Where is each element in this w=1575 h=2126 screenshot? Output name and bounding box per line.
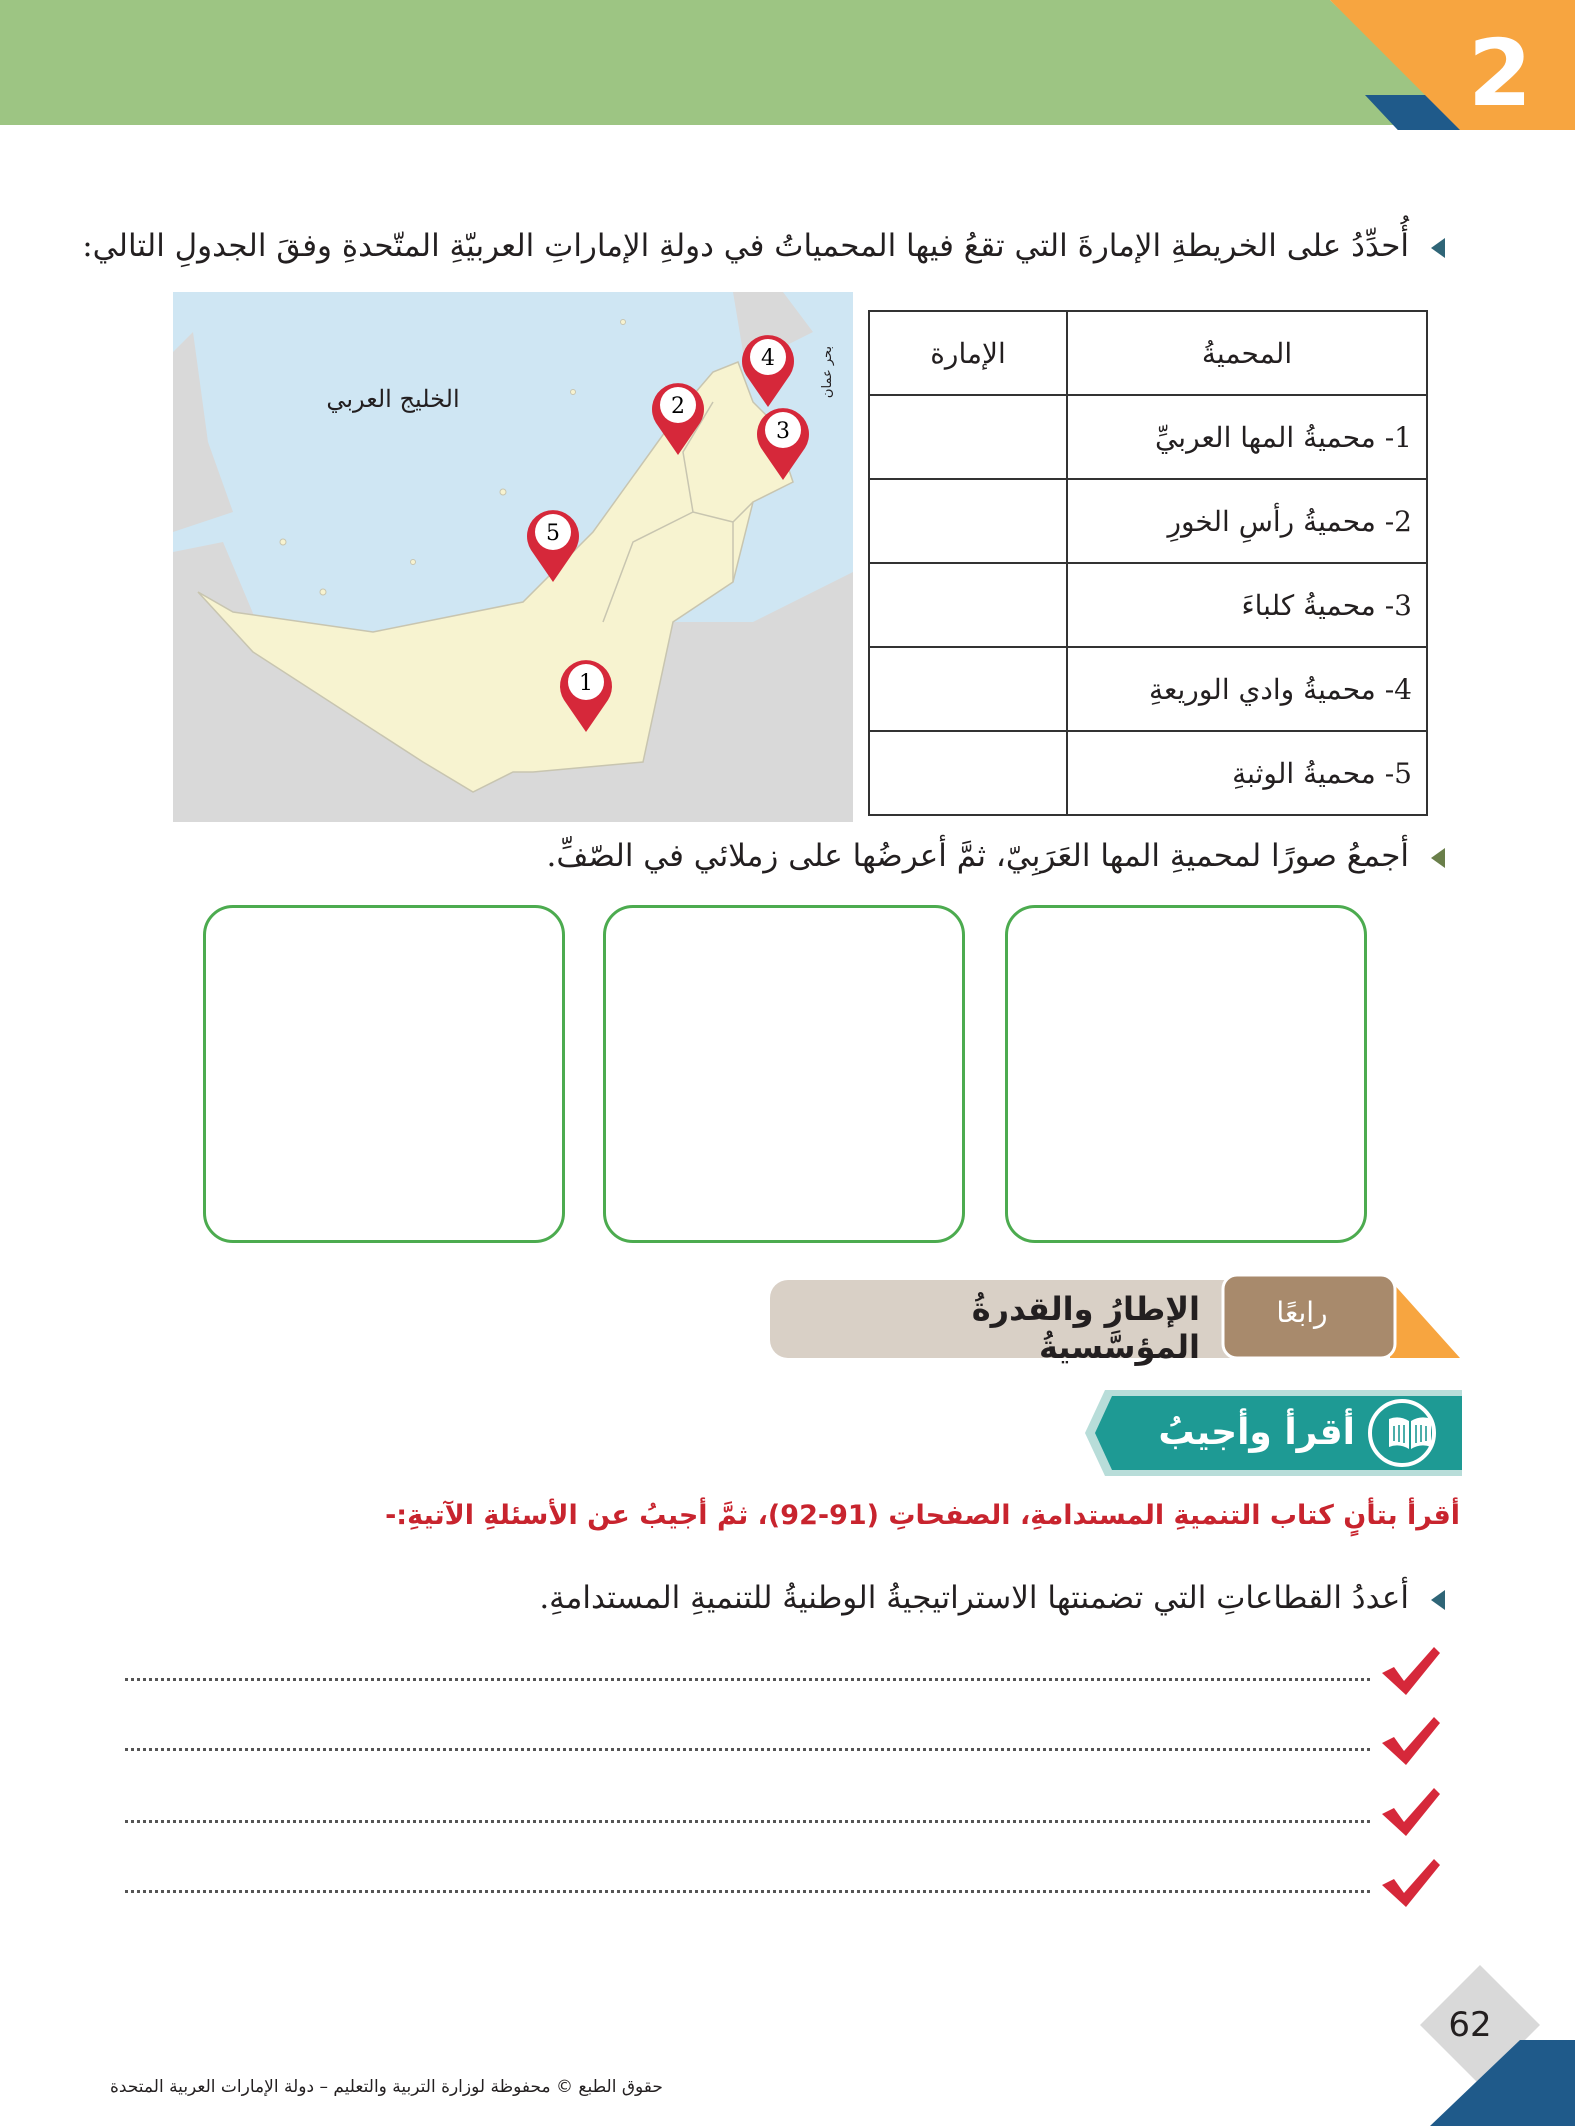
photo-box[interactable] [603,905,965,1243]
reserve-cell: 2- محميةُ رأسِ الخورِ [1067,479,1427,563]
check-icon [1380,1715,1442,1767]
page-number: 62 [1448,2005,1492,2045]
reserves-table [868,310,1428,816]
emirate-answer-cell[interactable] [869,563,1067,647]
reserve-cell: 3- محميةُ كلباءَ [1067,563,1427,647]
uae-map [173,292,853,822]
open-book-icon [1385,1413,1435,1453]
page-number-badge [1410,1965,1575,2126]
marker-number: 1 [579,671,593,696]
emirate-answer-cell[interactable] [869,395,1067,479]
activity2-instruction: أجمعُ صورًا لمحميةِ المها العَرَبِيّ، ثمَّ أعرضُها على زملائي في الصّفِّ. [546,838,1409,874]
reserve-cell: 4- محميةُ وادي الوريعةِ [1067,647,1427,731]
question-row [539,1580,1445,1616]
answer-line[interactable] [125,1678,1370,1681]
read-answer-title: أقرأ وأجيبُ [1158,1412,1355,1453]
check-icon [1380,1857,1442,1909]
table-row [869,563,1427,647]
activity1-instruction-row [82,228,1445,264]
bullet-triangle-icon [1431,848,1445,868]
chapter-header-band [0,0,1575,130]
reserve-cell: 5- محميةُ الوثبةِ [1067,731,1427,815]
table-row [869,731,1427,815]
table-row [869,479,1427,563]
activity2-instruction-row [547,838,1445,874]
question-text: أعددُ القطاعاتِ التي تضمنتها الاستراتيجيةُ الوطنيةُ للتنميةِ المستدامةِ. [539,1580,1409,1616]
activity1-instruction: أُحدِّدُ على الخريطةِ الإمارةَ التي تقعُ فيها المحمياتُ في دولةِ الإماراتِ العربيّةِ المتّحدةِ وفقَ الجدولِ التالي: [82,228,1409,264]
photo-box[interactable] [1005,905,1367,1243]
marker-number: 3 [776,419,790,444]
reading-instructions: أقرأ بتأنٍ كتاب التنميةِ المستدامةِ، الصفحاتِ (91-92)، ثمَّ أجيبُ عن الأسئلةِ الآتيةِ:- [385,1500,1460,1531]
column-header-reserve: المحميةُ [1067,311,1427,395]
column-header-emirate: الإمارة [869,311,1067,395]
bullet-triangle-icon [1431,1590,1445,1610]
answer-line[interactable] [125,1820,1370,1823]
table-row [869,395,1427,479]
reserve-cell: 1- محميةُ المها العربيِّ [1067,395,1427,479]
table-row [869,647,1427,731]
marker-number: 4 [761,346,775,371]
answer-line[interactable] [125,1890,1370,1893]
marker-number: 2 [671,394,685,419]
bullet-triangle-icon [1431,238,1445,258]
emirate-answer-cell[interactable] [869,647,1067,731]
sea-label: الخليج العربي [326,385,460,413]
emirate-answer-cell[interactable] [869,731,1067,815]
copyright-notice: حقوق الطبع © محفوظة لوزارة التربية والتعليم – دولة الإمارات العربية المتحدة [110,2077,663,2097]
check-icon [1380,1645,1442,1697]
section-number-label: رابعًا [1276,1296,1328,1329]
answer-line[interactable] [125,1748,1370,1751]
marker-number: 5 [546,521,560,546]
check-icon [1380,1786,1442,1838]
table-header-row [869,311,1427,395]
section-title: الإطارُ والقدرةُ المؤسَّسيةُ [971,1290,1200,1366]
photo-box[interactable] [203,905,565,1243]
emirate-answer-cell[interactable] [869,479,1067,563]
gulf-of-oman-label: بحر عمان [820,345,835,399]
chapter-number: 2 [1467,20,1532,127]
